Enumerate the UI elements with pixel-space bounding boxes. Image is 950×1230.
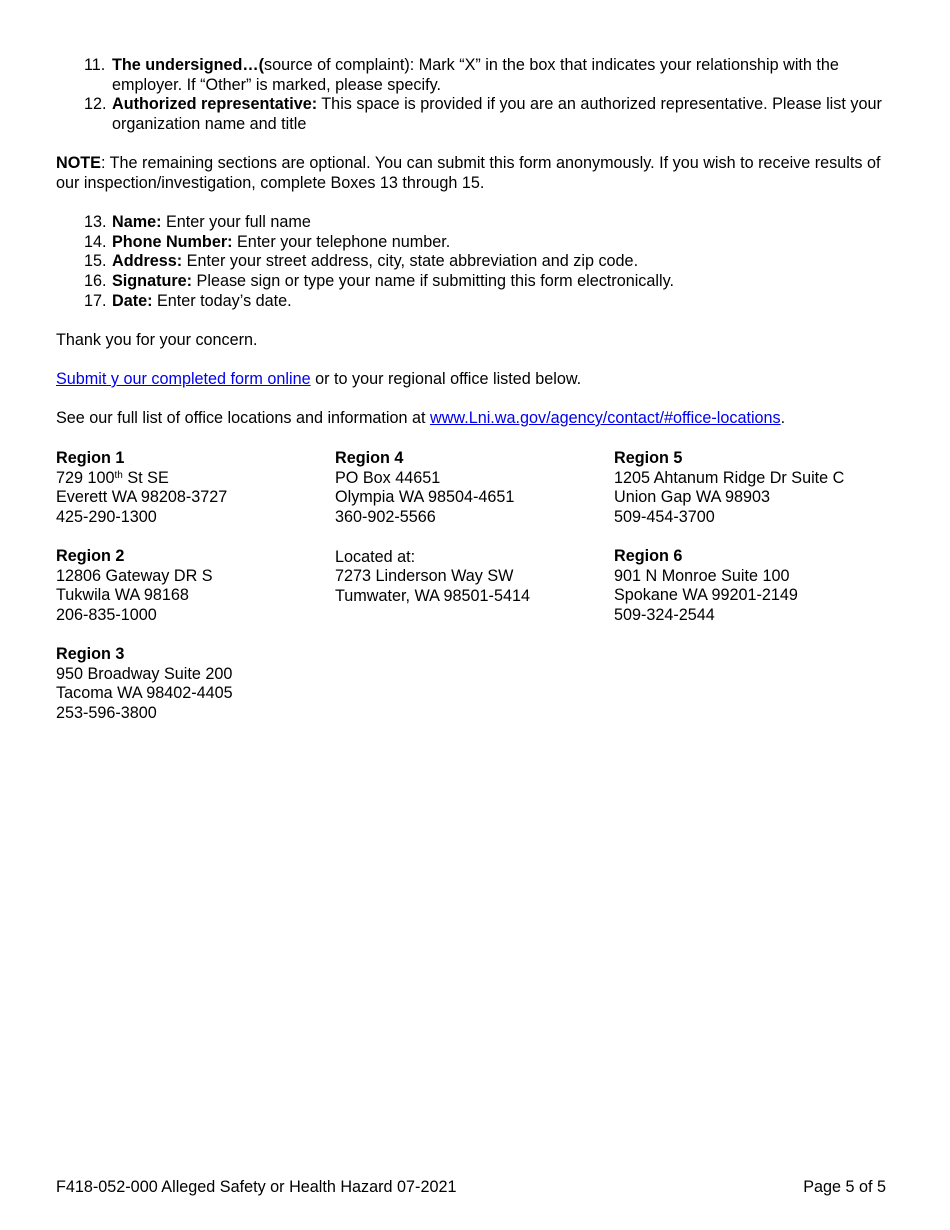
instruction-item-17 <box>56 292 896 312</box>
instruction-list-b <box>56 213 896 312</box>
region-title: Region 3 <box>56 645 125 663</box>
instruction-list-a <box>56 56 896 135</box>
item-number: 14. <box>84 232 107 251</box>
note-paragraph <box>56 154 896 193</box>
region-phone: 509-324-2544 <box>614 606 715 625</box>
instruction-item-13 <box>56 213 896 233</box>
region-street: 1205 Ahtanum Ridge Dr Suite C <box>614 468 845 487</box>
region-street: 729 100th St SE <box>56 468 169 487</box>
item-number: 11. <box>84 56 106 74</box>
instruction-item-15 <box>56 252 896 272</box>
item-number: 13. <box>84 213 107 231</box>
footer-page-number: Page 5 of 5 <box>803 1178 886 1196</box>
instruction-item-12 <box>56 95 896 134</box>
offices-paragraph <box>56 409 896 429</box>
item-term: Authorized representative: <box>112 95 318 114</box>
submit-paragraph <box>56 370 896 390</box>
instruction-item-14 <box>56 233 896 253</box>
region-street: PO Box 44651 <box>335 468 441 487</box>
region-street: 950 Broadway Suite 200 <box>56 664 233 683</box>
note-label: NOTE <box>56 154 101 172</box>
region-title: Region 2 <box>56 547 125 565</box>
region-city: Tacoma WA 98402-4405 <box>56 684 233 703</box>
instruction-item-16 <box>56 272 896 292</box>
region-street: 12806 Gateway DR S <box>56 566 213 585</box>
item-text: Enter your telephone number. <box>232 232 451 251</box>
item-term: Name: <box>112 213 162 231</box>
region-phone: 360-902-5566 <box>335 508 436 527</box>
item-term: Signature: <box>112 272 193 291</box>
item-number: 12. <box>84 95 107 114</box>
region-5-block <box>614 449 884 528</box>
region-phone: 425-290-1300 <box>56 508 157 527</box>
region-phone: 253-596-3800 <box>56 704 157 723</box>
instruction-item-11 <box>56 56 896 95</box>
item-text: source of complaint): Mark “X” in the box that indicates your relationship with the employer. If “Other” is marked, please specify. <box>112 56 839 94</box>
region-2-block <box>56 547 326 626</box>
region-4-block <box>335 449 605 607</box>
item-text: Enter today’s date. <box>152 291 292 310</box>
thanks-text: Thank you for your concern. <box>56 331 258 349</box>
region-city: Everett WA 98208-3727 <box>56 488 228 507</box>
note-text: : The remaining sections are optional. You can submit this form anonymously. If you wish to receive results of our inspection/investigation, complete Boxes 13 through 15. <box>56 154 881 192</box>
item-number: 15. <box>84 252 107 271</box>
region-city: Olympia WA 98504-4651 <box>335 488 515 507</box>
region-title: Region 6 <box>614 547 683 565</box>
region-1-block <box>56 449 326 528</box>
region-city: Spokane WA 99201-2149 <box>614 586 798 605</box>
submit-online-link[interactable]: Submit y our completed form online <box>56 370 311 388</box>
region-title: Region 1 <box>56 449 125 467</box>
region-6-block <box>614 547 884 626</box>
region-street: 901 N Monroe Suite 100 <box>614 566 790 585</box>
offices-prefix: See our full list of office locations and information at <box>56 409 431 427</box>
region-city: Union Gap WA 98903 <box>614 488 770 507</box>
item-term: Address: <box>112 252 183 271</box>
item-term: Phone Number: <box>112 232 233 251</box>
item-text: Enter your street address, city, state abbreviation and zip code. <box>182 252 639 271</box>
region-phone: 509-454-3700 <box>614 508 715 527</box>
region-3-block <box>56 645 326 724</box>
region-located-street: 7273 Linderson Way SW <box>335 567 514 586</box>
submit-rest-text: or to your regional office listed below. <box>310 370 582 388</box>
region-phone: 206-835-1000 <box>56 606 157 625</box>
region-located-city: Tumwater, WA 98501-5414 <box>335 586 530 605</box>
item-number: 17. <box>84 291 107 310</box>
region-title: Region 5 <box>614 449 683 467</box>
office-locations-link[interactable]: www.Lni.wa.gov/agency/contact/#office-locations <box>430 409 781 427</box>
footer-form-id: F418-052-000 Alleged Safety or Health Hazard 07-2021 <box>56 1178 457 1196</box>
item-text: This space is provided if you are an authorized representative. Please list your organization name and title <box>112 95 882 134</box>
item-number: 16. <box>84 272 107 291</box>
region-located-label: Located at: <box>335 547 416 566</box>
item-term: The undersigned…( <box>112 56 264 74</box>
item-term: Date: <box>112 291 153 310</box>
region-title: Region 4 <box>335 449 404 467</box>
item-text: Please sign or type your name if submitting this form electronically. <box>192 272 674 291</box>
item-text: Enter your full name <box>161 213 311 231</box>
offices-suffix: . <box>780 409 786 427</box>
region-city: Tukwila WA 98168 <box>56 586 189 605</box>
